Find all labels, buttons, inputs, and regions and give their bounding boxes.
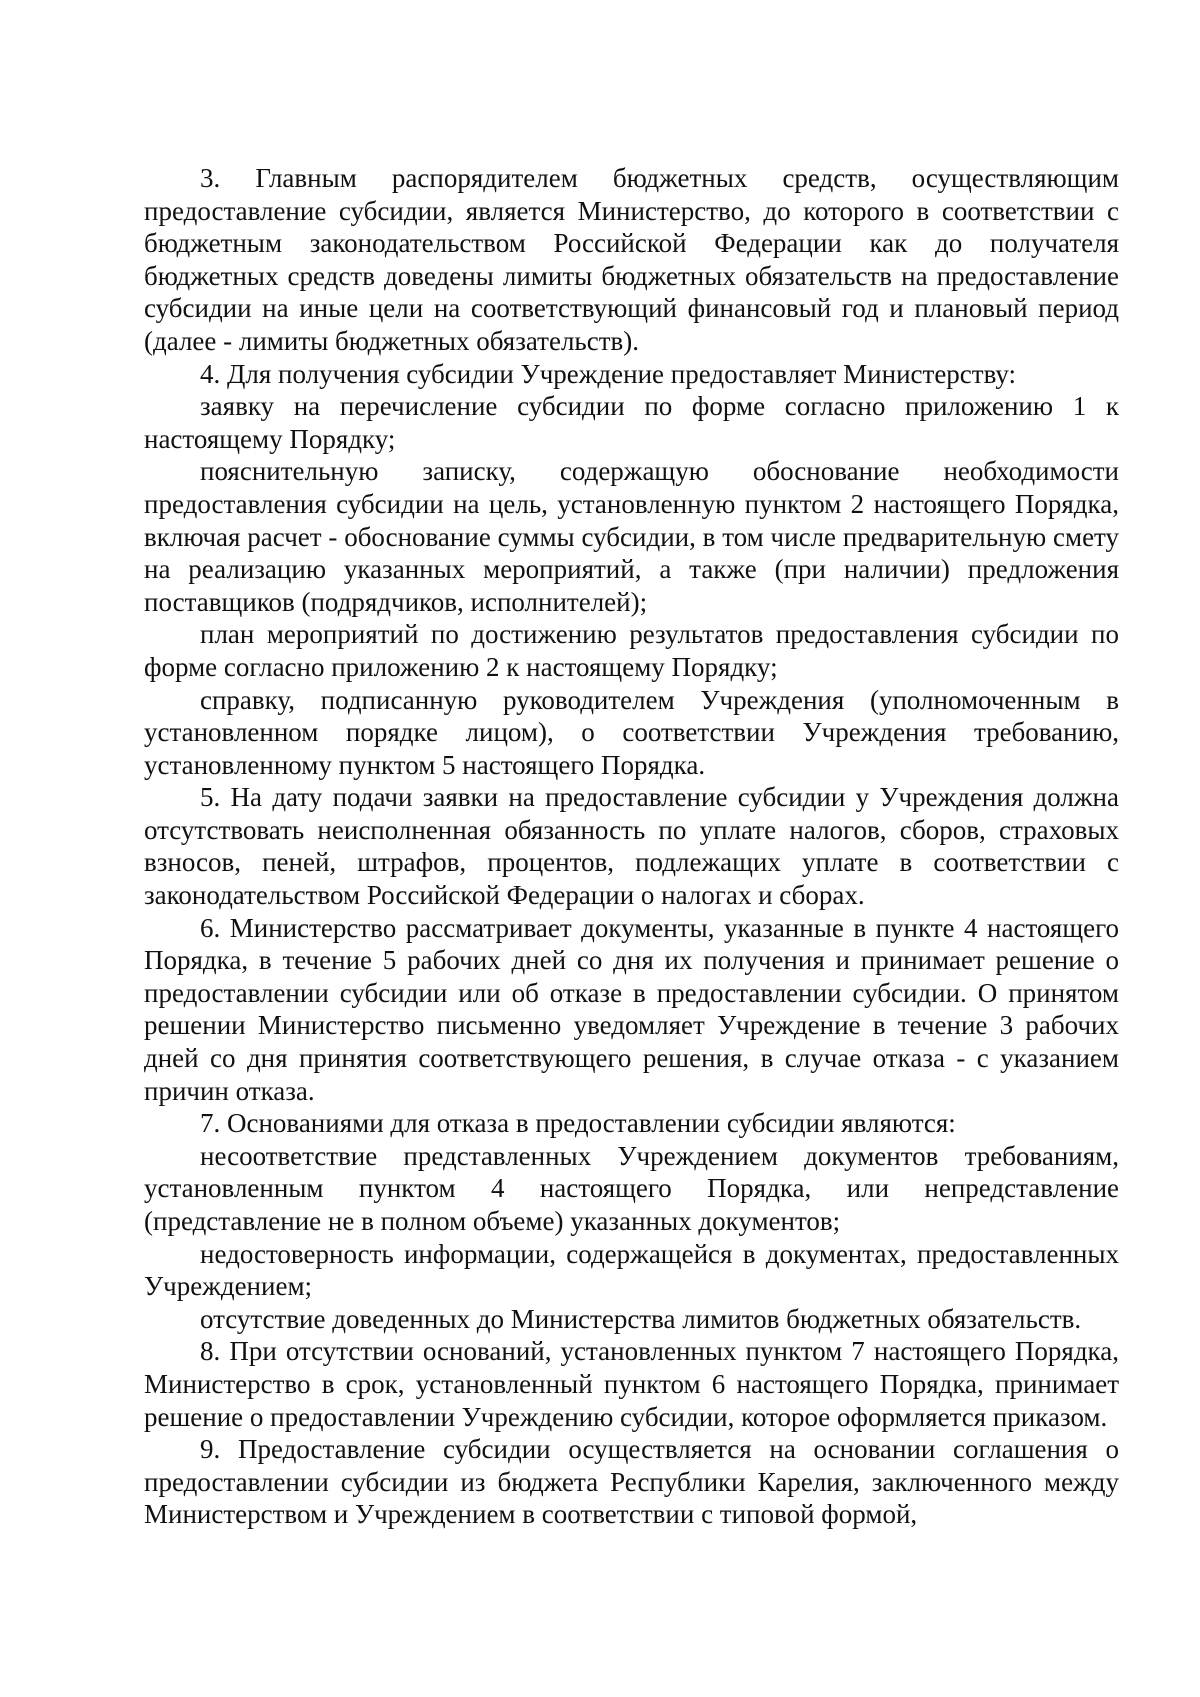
paragraph-5-no-tax-debt: 5. На дату подачи заявки на предоставление субсидии у Учреждения должна отсутствовать неисполненная обязанность по уплате налогов, сборов, страховых взносов, пеней, штрафов, процентов, подлежащих уплате в соответствии с законодательством Российской Федерации о налогах и сборах. [144,782,1119,911]
list-item-no-budget-limits: отсутствие доведенных до Министерства лимитов бюджетных обязательств. [200,1303,1082,1334]
list-item-unreliable-information: недостоверность информации, содержащейся в документах, предоставленных Учреждением; [144,1238,1119,1302]
list-item-transfer-request: заявку на перечисление субсидии по форме согласно приложению 1 к настоящему Порядку; [144,391,1119,454]
list-item-noncompliant-documents: несоответствие представленных Учреждением документов требованиям, установленным пунктом 4 настоящего Порядка, или непредставление (представление не в полном объеме) указанных документов; [144,1140,1119,1236]
paragraph-4-documents-list-intro: 4. Для получения субсидии Учреждение предоставляет Министерству: [200,358,1017,389]
list-item-action-plan: план мероприятий по достижению результатов предоставления субсидии по форме согласно приложению 2 к настоящему Порядку; [144,619,1119,682]
paragraph-9-agreement-basis: 9. Предоставление субсидии осуществляется на основании соглашения о предоставлении субсидии из бюджета Республики Карелия, заключенного между Министерством и Учреждением в соответствии с типовой формой, [144,1434,1119,1530]
document-page [144,162,1119,1531]
paragraph-3-main-budget-administrator: 3. Главным распорядителем бюджетных средств, осуществляющим предоставление субсидии, является Министерство, до которого в соответствии с бюджетным законодательством Российской Федерации как до получателя бюджетных средств доведены лимиты бюджетных обязательств на предоставление субсидии на иные цели на соответствующий финансовый год и плановый период (далее - лимиты бюджетных обязательств). [144,163,1119,356]
paragraph-8-grant-decision: 8. При отсутствии оснований, установленных пунктом 7 настоящего Порядка, Министерство в срок, установленный пунктом 6 настоящего Порядка, принимает решение о предоставлении Учреждению субсидии, которое оформляется приказом. [144,1336,1119,1432]
paragraph-6-review-period: 6. Министерство рассматривает документы, указанные в пункте 4 настоящего Порядка, в течение 5 рабочих дней со дня их получения и принимает решение о предоставлении субсидии или об отказе в предоставлении субсидии. О принятом решении Министерство письменно уведомляет Учреждение в течение 3 рабочих дней со дня принятия соответствующего решения, в случае отказа - с указанием причин отказа. [144,912,1119,1106]
list-item-compliance-certificate: справку, подписанную руководителем Учреждения (уполномоченным в установленном порядке лицом), о соответствии Учреждения требованию, установленному пунктом 5 настоящего Порядка. [144,684,1119,780]
paragraph-7-refusal-grounds-intro: 7. Основаниями для отказа в предоставлении субсидии являются: [200,1108,956,1139]
list-item-explanatory-note: пояснительную записку, содержащую обоснование необходимости предоставления субсидии на цель, установленную пунктом 2 настоящего Порядка, включая расчет - обоснование суммы субсидии, в том числе предварительную смету на реализацию указанных мероприятий, а также (при наличии) предложения поставщиков (подрядчиков, исполнителей); [144,456,1119,617]
